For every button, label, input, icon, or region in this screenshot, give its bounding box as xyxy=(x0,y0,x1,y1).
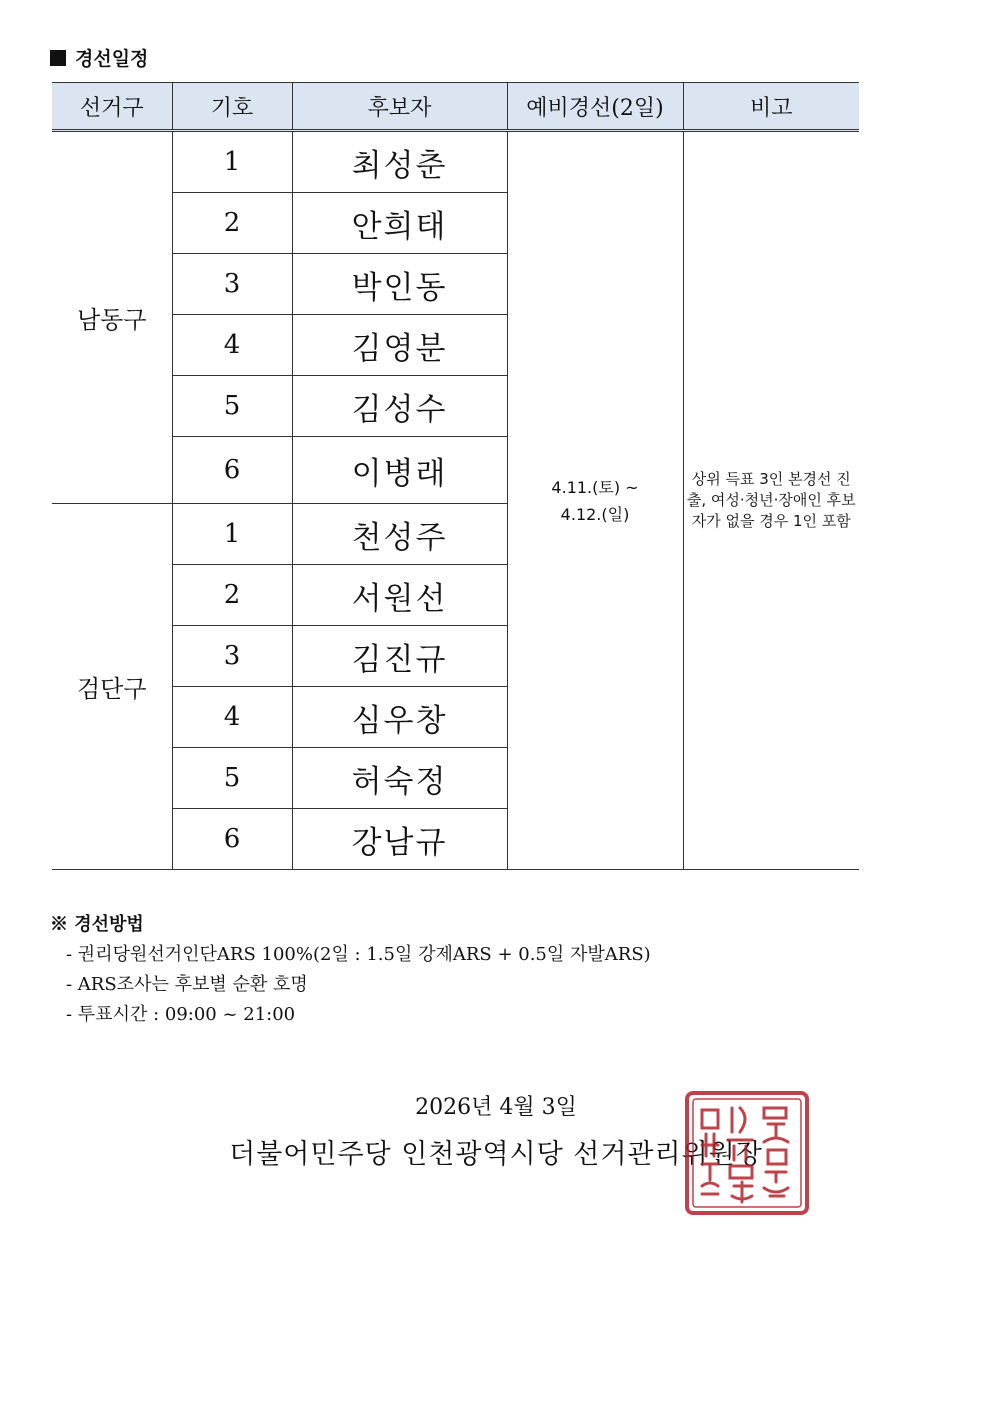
number-cell: 1 xyxy=(172,504,292,565)
candidate-cell: 박인동 xyxy=(292,254,507,315)
remark-cell: 상위 득표 3인 본경선 진출, 여성·청년·장애인 후보자가 없을 경우 1인 포함 xyxy=(683,131,859,870)
candidate-cell: 안희태 xyxy=(292,193,507,254)
number-cell: 4 xyxy=(172,315,292,376)
period-end: 4.12.(일) xyxy=(560,504,630,524)
header-number: 기호 xyxy=(172,83,292,131)
candidate-cell: 김영분 xyxy=(292,315,507,376)
number-cell: 6 xyxy=(172,809,292,870)
table-row xyxy=(52,131,859,193)
method-item: - ARS조사는 후보별 순환 호명 xyxy=(66,974,308,995)
candidate-cell: 이병래 xyxy=(292,437,507,504)
number-cell: 1 xyxy=(172,131,292,193)
official-seal-icon xyxy=(684,1090,810,1216)
candidate-cell: 천성주 xyxy=(292,504,507,565)
number-cell: 3 xyxy=(172,626,292,687)
method-item: - 권리당원선거인단ARS 100%(2일 : 1.5일 강제ARS + 0.5일 자발ARS) xyxy=(66,944,651,965)
issue-date: 2026년 4월 3일 xyxy=(415,1095,577,1120)
candidate-cell: 허숙정 xyxy=(292,748,507,809)
candidate-cell: 김진규 xyxy=(292,626,507,687)
header-district: 선거구 xyxy=(52,83,172,131)
number-cell: 5 xyxy=(172,376,292,437)
section-title xyxy=(50,44,148,71)
schedule-table xyxy=(52,82,859,870)
header-preliminary: 예비경선(2일) xyxy=(507,83,683,131)
number-cell: 4 xyxy=(172,687,292,748)
section-title-text: 경선일정 xyxy=(75,48,149,70)
number-cell: 2 xyxy=(172,193,292,254)
header-candidate: 후보자 xyxy=(292,83,507,131)
square-bullet-icon xyxy=(50,50,66,66)
candidate-cell: 최성춘 xyxy=(292,131,507,193)
period-start: 4.11.(토) ~ xyxy=(551,477,639,497)
district-cell: 검단구 xyxy=(52,504,172,870)
period-cell xyxy=(507,131,683,870)
district-cell: 남동구 xyxy=(52,131,172,504)
candidate-cell: 심우창 xyxy=(292,687,507,748)
table-header-row xyxy=(52,83,859,131)
method-title: ※ 경선방법 xyxy=(50,914,144,935)
method-item: - 투표시간 : 09:00 ~ 21:00 xyxy=(66,1004,296,1025)
candidate-cell: 강남규 xyxy=(292,809,507,870)
header-remark: 비고 xyxy=(683,83,859,131)
number-cell: 6 xyxy=(172,437,292,504)
number-cell: 2 xyxy=(172,565,292,626)
candidate-cell: 서원선 xyxy=(292,565,507,626)
organization-signature: 더불어민주당 인천광역시당 선거관리위원장 xyxy=(229,1139,763,1170)
method-notes xyxy=(50,910,651,1030)
number-cell: 5 xyxy=(172,748,292,809)
number-cell: 3 xyxy=(172,254,292,315)
candidate-cell: 김성수 xyxy=(292,376,507,437)
